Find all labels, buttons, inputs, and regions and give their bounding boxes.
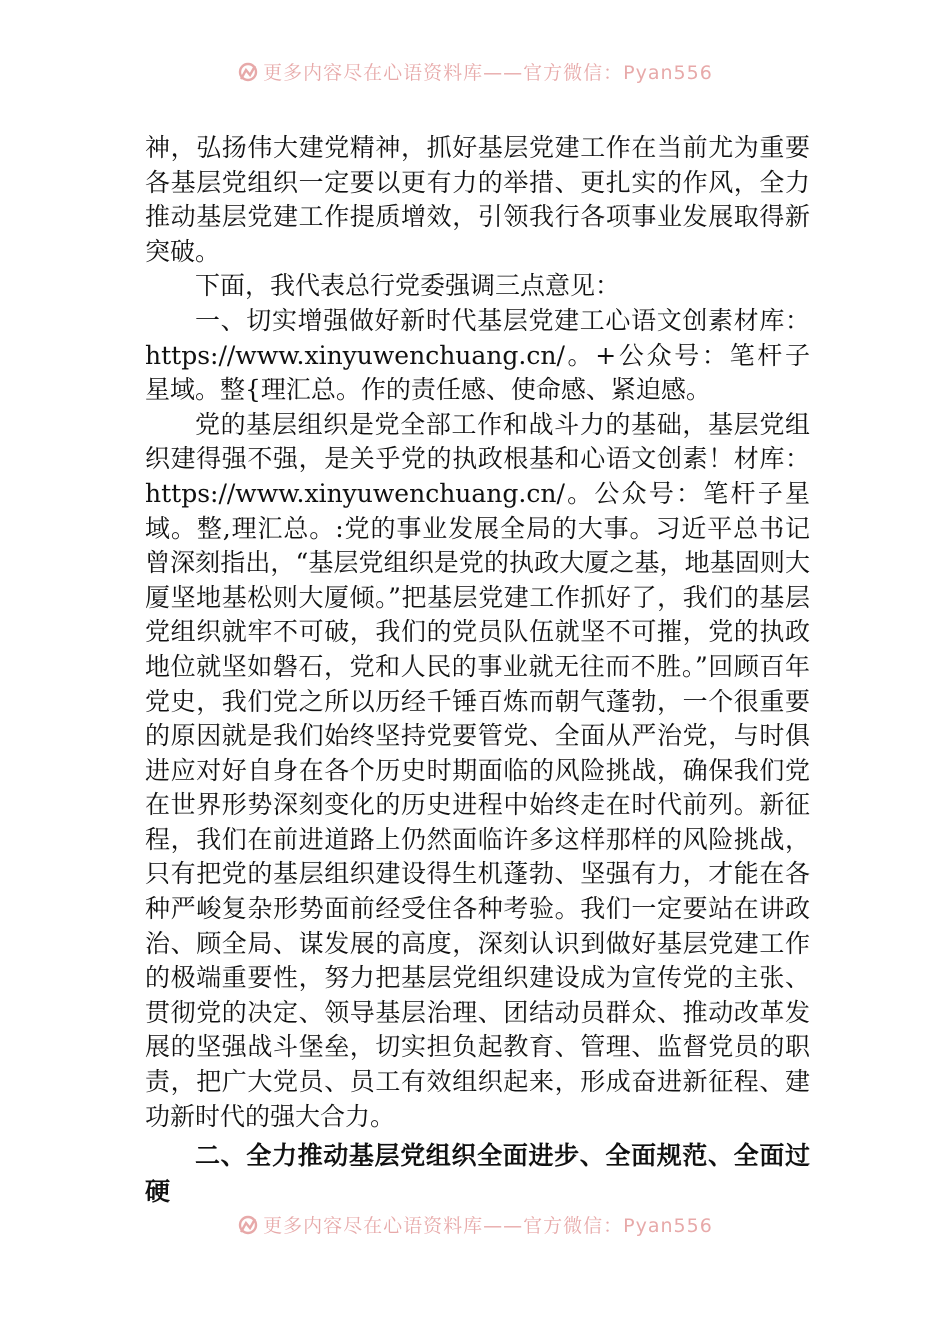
paragraph-continuation: 神，弘扬伟大建党精神，抓好基层党建工作在当前尤为重要各基层党组织一定要以更有力的举措、更扎实的作风，全力推动基层党建工作提质增效，引领我行各项事业发展取得新突破。 — [145, 133, 810, 266]
watermark-logo-icon — [237, 61, 259, 83]
watermark-logo-icon — [237, 1214, 259, 1236]
paragraph-intro: 下面，我代表总行党委强调三点意见： — [195, 271, 621, 301]
document-body — [145, 131, 810, 1210]
section-heading: 二、全力推动基层党组织全面进步、全面规范、全面过硬 — [145, 1141, 810, 1207]
paragraph-point-one: 一、切实增强做好新时代基层党建工心语文创素材库：https://www.xinyuwenchuang.cn/。+公众号：笔杆子星域。整{理汇总。作的责任感、使命感、紧迫感。 — [145, 305, 810, 405]
watermark-header — [0, 58, 950, 85]
watermark-text: 更多内容尽在心语资料库——官方微信：Pyan556 — [263, 1215, 713, 1237]
paragraph-body: 党的基层组织是党全部工作和战斗力的基础，基层党组织建得强不强，是关乎党的执政根基和心语文创素！材库：https://www.xinyuwenchuang.cn/。公众号：笔杆子星域。整,理汇总。:党的事业发展全局的大事。习近平总书记曾深刻指出，“基层党组织是党的执政大厦之基，地基固则大厦坚地基松则大厦倾。”把基层党建工作抓好了，我们的基层党组织就牢不可破，我们的党员队伍就坚不可摧，党的执政地位就坚如磐石，党和人民的事业就无往而不胜。”回顾百年党史，我们党之所以历经千锤百炼而朝气蓬勃，一个很重要的原因就是我们始终坚持党要管党、全面从严治党，与时俱进应对好自身在各个历史时期面临的风险挑战，确保我们党在世界形势深刻变化的历史进程中始终走在时代前列。新征程，我们在前进道路上仍然面临许多这样那样的风险挑战，只有把党的基层组织建设得生机蓬勃、坚强有力，才能在各种严峻复杂形势面前经受住各种考验。我们一定要站在讲政治、顾全局、谋发展的高度，深刻认识到做好基层党建工作的极端重要性，努力把基层党组织建设成为宣传党的主张、贯彻党的决定、领导基层治理、团结动员群众、推动改革发展的坚强战斗堡垒，切实担负起教育、管理、监督党员的职责，把广大党员、员工有效组织起来，形成奋进新征程、建功新时代的强大合力。 — [145, 409, 810, 1131]
watermark-footer — [0, 1211, 950, 1238]
watermark-text: 更多内容尽在心语资料库——官方微信：Pyan556 — [263, 62, 713, 84]
